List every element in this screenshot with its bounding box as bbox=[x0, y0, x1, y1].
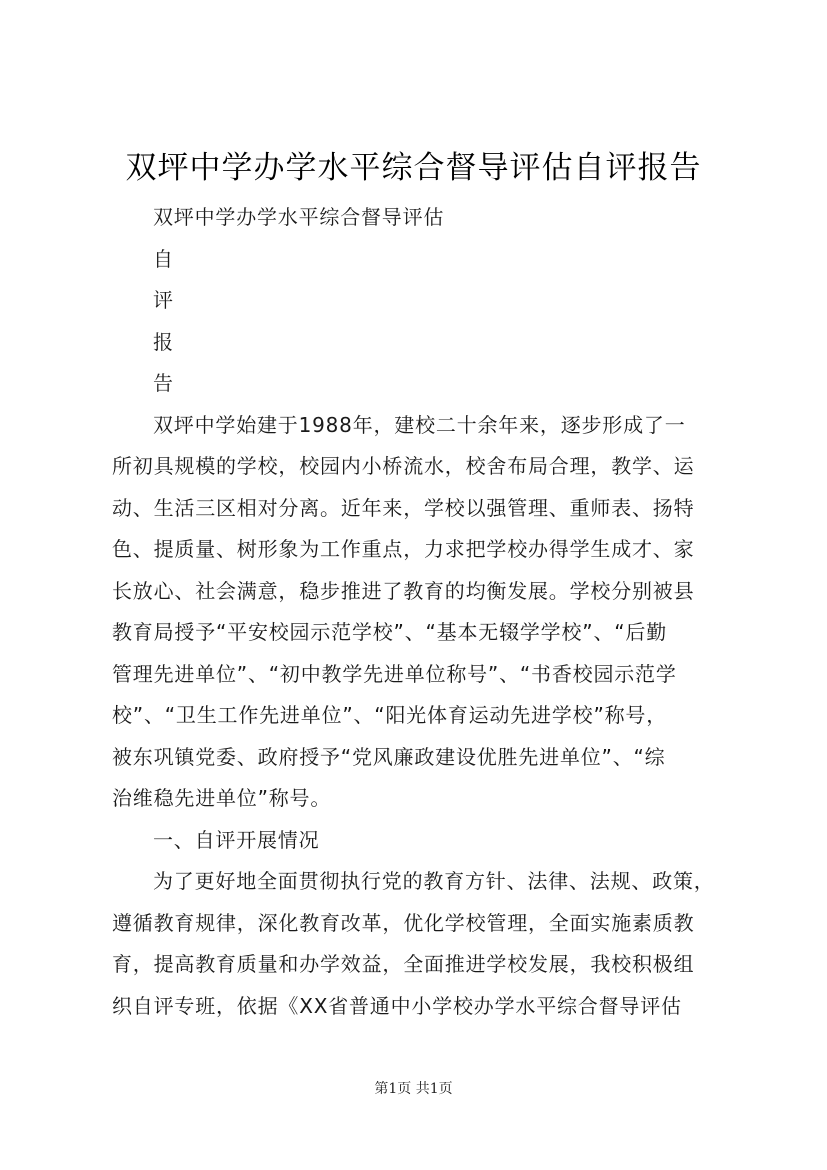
vertical-heading-char: 报 bbox=[153, 329, 174, 354]
paragraph-line: 织自评专班，依据《XX省普通中小学校办学水平综合督导评估 bbox=[112, 993, 682, 1018]
paragraph-line: 遵循教育规律，深化教育改革，优化学校管理，全面实施素质教 bbox=[112, 910, 695, 935]
paragraph-line: 治维稳先进单位”称号。 bbox=[112, 786, 332, 810]
paragraph-line: 管理先进单位”、“初中教学先进单位称号”、“书香校园示范学 bbox=[112, 661, 677, 686]
subtitle: 双坪中学办学水平综合督导评估 bbox=[153, 205, 445, 229]
paragraph-line: 被东巩镇党委、政府授予“党风廉政建设优胜先进单位”、“综 bbox=[112, 744, 666, 769]
paragraph-line: 长放心、社会满意，稳步推进了教育的均衡发展。学校分别被县 bbox=[112, 578, 695, 603]
document-title: 双坪中学办学水平综合督导评估自评报告 bbox=[125, 150, 702, 186]
vertical-heading-char: 自 bbox=[153, 246, 174, 271]
paragraph-line: 育，提高教育质量和办学效益，全面推进学校发展，我校积极组 bbox=[112, 952, 695, 976]
paragraph-line: 所初具规模的学校，校园内小桥流水，校舍布局合理，教学、运 bbox=[112, 454, 695, 478]
paragraph-line: 为了更好地全面贯彻执行党的教育方针、法律、法规、政策， bbox=[153, 869, 715, 893]
vertical-heading-char: 评 bbox=[153, 288, 174, 312]
paragraph-line: 教育局授予“平安校园示范学校”、“基本无辍学学校”、“后勤 bbox=[112, 620, 668, 644]
vertical-heading-char: 告 bbox=[153, 371, 174, 395]
paragraph-line: 双坪中学始建于1988年，建校二十余年来，逐步形成了一 bbox=[153, 412, 686, 437]
paragraph-line: 色、提质量、树形象为工作重点，力求把学校办得学生成才、家 bbox=[112, 537, 695, 561]
page-footer: 第1页 共1页 bbox=[374, 1081, 453, 1097]
paragraph-line: 动、生活三区相对分离。近年来，学校以强管理、重师表、扬特 bbox=[112, 495, 695, 520]
paragraph-line: 校”、“卫生工作先进单位”、“阳光体育运动先进学校”称号， bbox=[112, 703, 668, 727]
document-body bbox=[112, 197, 717, 1027]
section-heading: 一、自评开展情况 bbox=[153, 827, 320, 852]
